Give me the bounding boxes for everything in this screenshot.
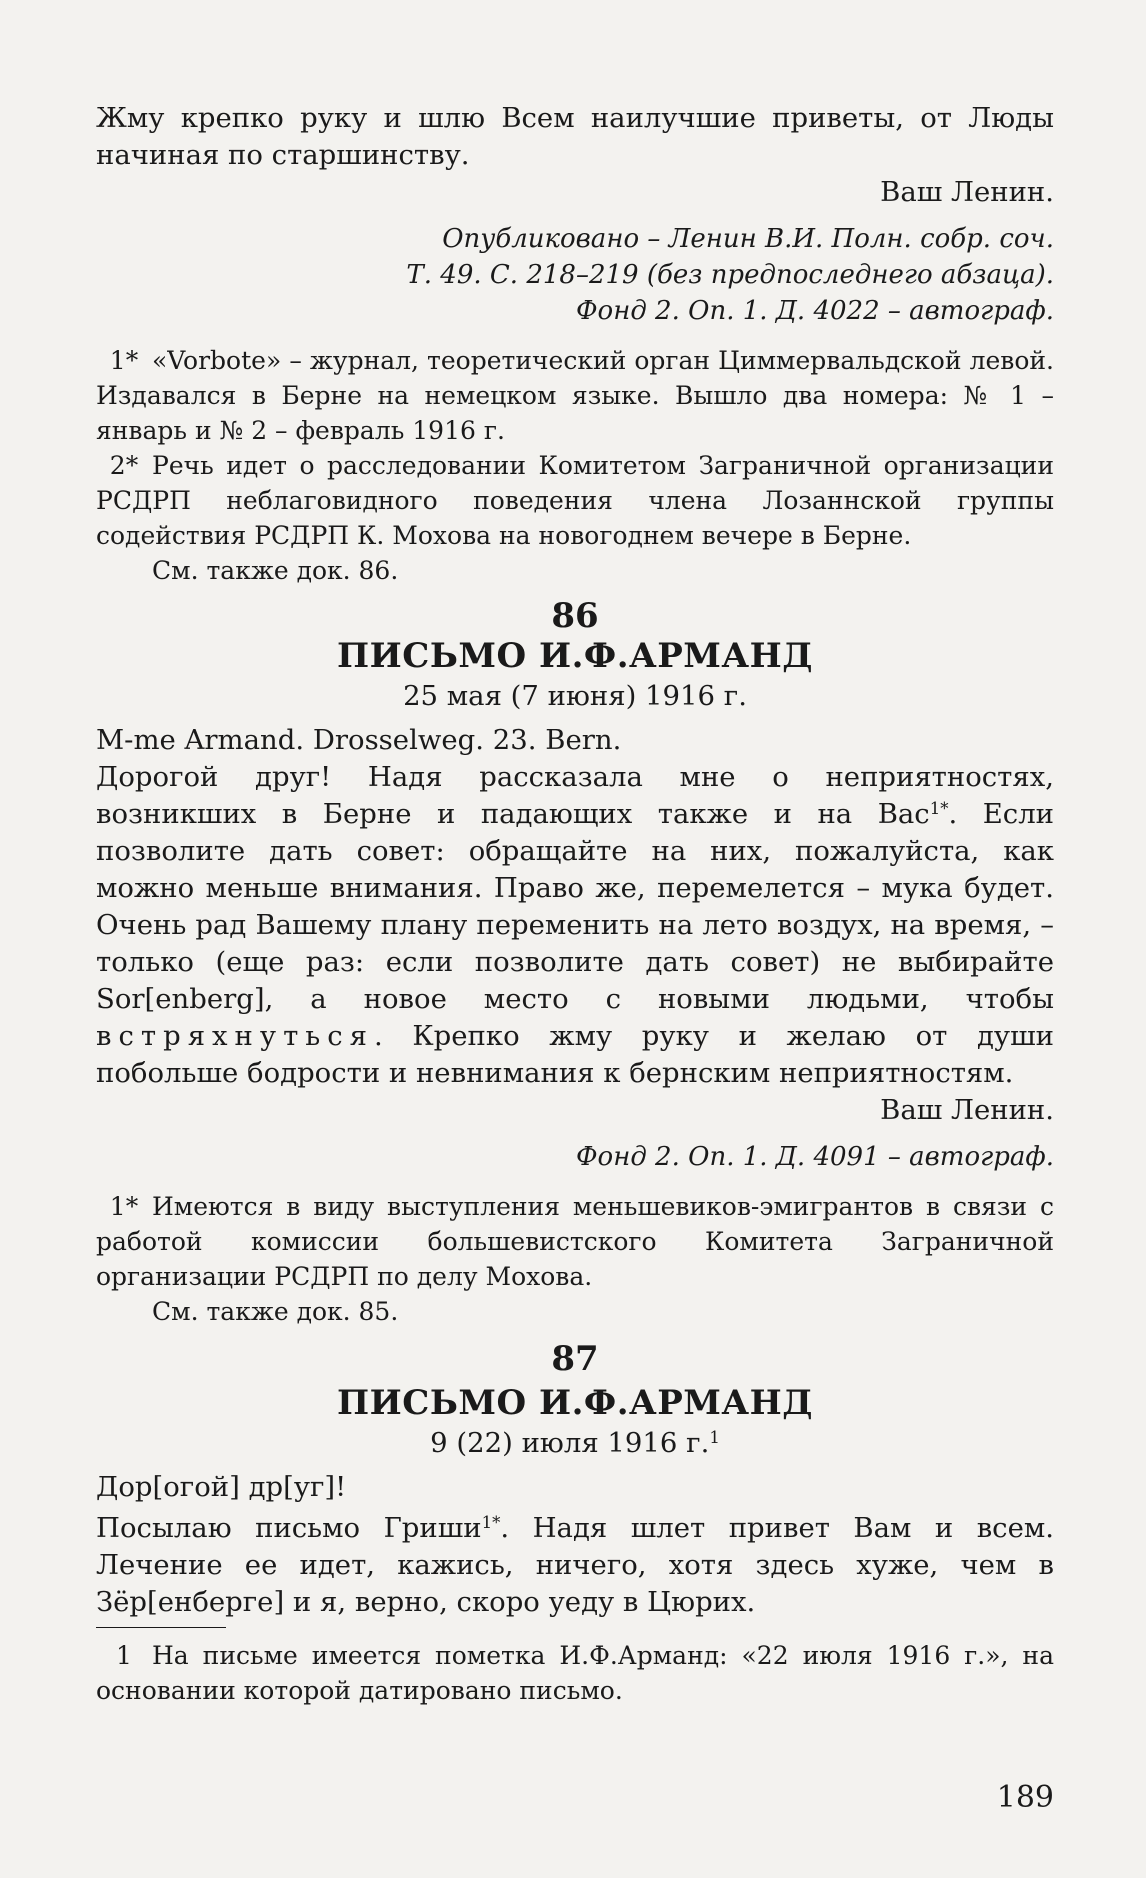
publication-note-line1: Опубликовано – Ленин В.И. Полн. собр. соч. (442, 224, 1054, 254)
address-line: M-me Armand. Drosselweg. 23. Bern. (96, 724, 622, 756)
publication-note-line2: Т. 49. С. 218–219 (без предпоследнего абзаца). (406, 260, 1054, 290)
document-page (96, 100, 1054, 1708)
footnote-mark: 1* (109, 1192, 139, 1221)
spaced-word: встряхнуться (96, 1020, 375, 1052)
footnote-ref: 1* (929, 798, 949, 818)
footnote-mark: 1 (116, 1641, 132, 1670)
page-number: 189 (996, 1780, 1054, 1815)
letter-body: Дорогой друг! Надя рассказала мне о неприятностях, возникших в Берне и падающих также и на Вас$^{1*}$. Если позволите дать совет: обращайте на них, пожалуйста, как можно меньше внимания. Право же, перемелется – мука будет. Очень рад Вашему плану переменить на лето воздух, на время, – только (еще раз: если позволите дать совет) не выбирайте Sor[enberg], а новое место с новыми людьми, чтобы встряхнуться. Крепко жму руку и желаю от души побольше бодрости и невнимания к бернским неприятностям. (96, 761, 1054, 1089)
letter-body: Посылаю письмо Гриши$^{1*}$. Надя шлет привет Вам и всем. Лечение ее идет, кажись, ничего, хотя здесь хуже, чем в Зёр[енберге] и я, верно, скоро уеду в Цюрих. (96, 1512, 1054, 1618)
footnote (96, 343, 1054, 448)
closing-paragraph: Жму крепко руку и шлю Всем наилучшие приветы, от Люды начиная по старшинству. (96, 102, 1054, 171)
footnote (96, 1189, 1054, 1294)
footnote-mark: 1* (109, 346, 139, 375)
footnote-text: На письме имеется пометка И.Ф.Арманд: «22 июля 1916 г.», на основании которой датировано письмо. (96, 1641, 1054, 1705)
see-also: См. также док. 85. (152, 1297, 399, 1326)
footnote-divider (96, 1627, 226, 1628)
footnote-ref: 1 (709, 1427, 720, 1447)
footnote-mark: 2* (109, 451, 139, 480)
document-date: 25 мая (7 июня) 1916 г. (403, 680, 747, 712)
footnote-ref: 1* (481, 1512, 501, 1532)
see-also: См. также док. 86. (152, 556, 399, 585)
greeting: Дор[огой] др[уг]! (96, 1471, 347, 1503)
archive-reference: Фонд 2. Оп. 1. Д. 4022 – автограф. (575, 296, 1054, 326)
footnote-text: «Vorbote» – журнал, теоретический орган Циммервальдской левой. Издавался в Берне на немецком языке. Вышло два номера: № 1 – январь и № 2 – февраль 1916 г. (96, 346, 1054, 445)
document-number: 86 (551, 596, 599, 636)
footnote (96, 448, 1054, 553)
footnote-text: Речь идет о расследовании Комитетом Заграничной организации РСДРП неблаговидного поведения члена Лозаннской группы содействия РСДРП К. Мохова на новогоднем вечере в Берне. (96, 451, 1054, 550)
document-title: ПИСЬМО И.Ф.АРМАНД (337, 636, 813, 676)
archive-reference: Фонд 2. Оп. 1. Д. 4091 – автограф. (575, 1142, 1054, 1172)
document-title: ПИСЬМО И.Ф.АРМАНД (337, 1383, 813, 1423)
footnote (96, 1638, 1054, 1708)
footnote-text: Имеются в виду выступления меньшевиков-эмигрантов в связи с работой комиссии большевистского Комитета Заграничной организации РСДРП по делу Мохова. (96, 1192, 1054, 1291)
document-date: 9 (22) июля 1916 г.$^1$ (430, 1427, 720, 1459)
signature: Ваш Ленин. (880, 1094, 1054, 1126)
signature: Ваш Ленин. (880, 176, 1054, 208)
document-number: 87 (551, 1339, 599, 1379)
